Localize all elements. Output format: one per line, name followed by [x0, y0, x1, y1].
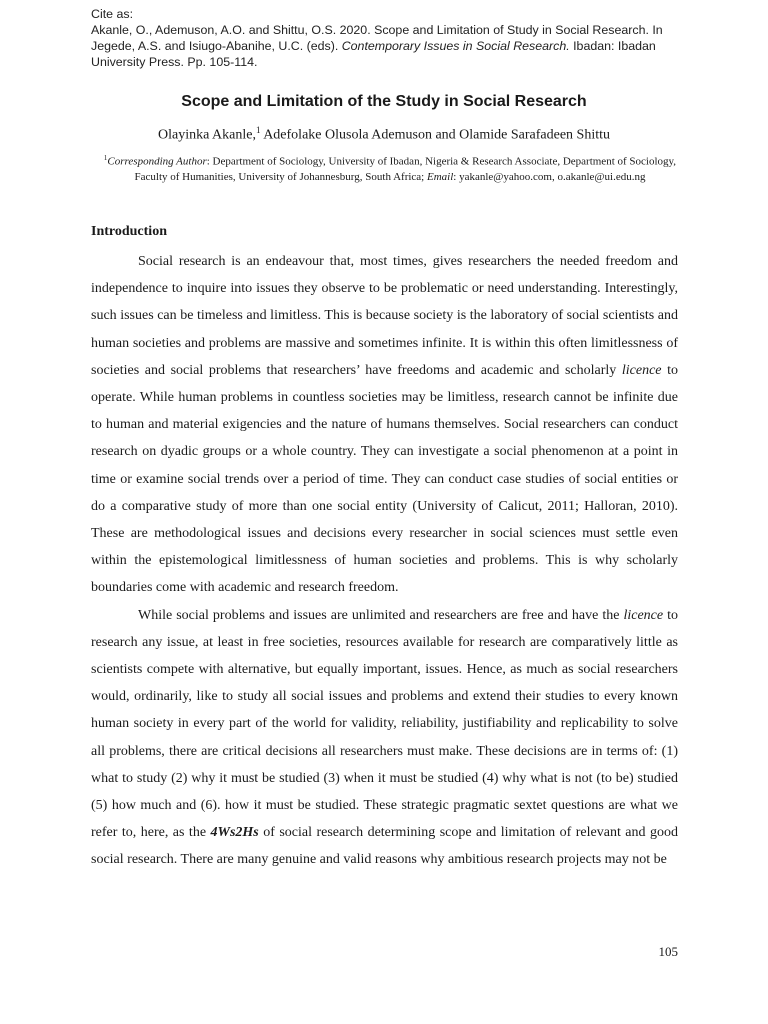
email-label: Email: [426, 170, 454, 183]
paragraph-2-emphasis: licence: [623, 607, 664, 623]
paragraph-1-emphasis: licence: [621, 362, 662, 378]
email-addresses: : yakanle@yahoo.com, o.akanle@ui.edu.ng: [453, 170, 646, 183]
paragraph-2-part-c: of social research determining scope and limitation of relevant and good social research. There are many genuine and valid reasons why ambitious research projects may not be: [91, 825, 678, 868]
paragraph-2-part-a: While social problems and issues are unlimited and researchers are free and have the: [138, 607, 624, 623]
paragraph-2-part-b: to research any issue, at least in free societies, resources available for research are comparatively little as scientists compete with alternative, but equally important, issues. Hence, as much as social researchers would, ordinarily, like to study all social issues and problems and extend their studies to every known human society in every part of the world for validity, reliability, justifiability and replicability to solve all problems, there are critical decisions all researchers must make. These decisions are in terms of: (1) what to study (2) why it must be studied (3) when it must be studied (4) why what is not (to be) studied (5) how much and (6). how it must be studied. These strategic pragmatic sextet questions are what we refer to, here, as the: [91, 607, 679, 841]
paragraph-1: [91, 248, 678, 602]
author-rest: Adefolake Olusola Ademuson and Olamide Sarafadeen Shittu: [260, 127, 610, 143]
paragraph-1-part-b: to operate. While human problems in countless societies may be limitless, research cannot be infinite due to human and material exigencies and the nature of humans themselves. Social researchers can conduct research on dyadic groups or a whole country. They can investigate a social phenomenon at a point in time or examine social trends over a period of time. They can conduct case studies of social entities or do a comparative study of more than one social entity (University of Calicut, 2011; Halloran, 2010). These are methodological issues and decisions every researcher in social sciences must settle even within the epistemological limitlessness of human societies and problems. This is why scholarly boundaries come with academic and research freedom.: [91, 362, 679, 596]
author-first: Olayinka Akanle,: [157, 127, 256, 143]
page-number: 105: [658, 944, 678, 959]
section-heading-introduction: Introduction: [91, 224, 167, 239]
citation-part1: Akanle, O., Ademuson, A.O. and Shittu, O.S. 2020. Scope and Limitation of Study in Social Research. In Jegede, A.S. and Isiugo-Abanihe, U.C. (eds).: [91, 23, 663, 53]
citation-label: Cite as:: [91, 7, 134, 21]
author-footnote-mark: 1: [255, 125, 261, 135]
paragraph-2-strong-term: 4Ws2Hs: [210, 825, 259, 841]
affiliation-text: : Department of Sociology, University of Ibadan, Nigeria & Research Associate, Department of Sociology, Faculty of Humanities, University of Johannesburg, South Africa;: [134, 155, 677, 183]
corresponding-author-label: Corresponding Author: [107, 155, 207, 168]
body-text: [91, 248, 678, 874]
paragraph-1-part-a: Social research is an endeavour that, most times, gives researchers the needed freedom and independence to inquire into issues they observe to be problematic or need understanding. Interestingly, such issues can be timeless and limitless. This is because society is the laboratory of social scientists and human societies and problems are massive and sometimes infinite. It is within this often limitlessness of societies and social problems that researchers’ have freedoms and academic and scholarly: [91, 254, 678, 378]
citation-text: [91, 22, 691, 70]
citation-book-title: Contemporary Issues in Social Research.: [341, 39, 570, 53]
author-list: [0, 125, 768, 144]
affiliation-mark: 1: [103, 154, 108, 162]
affiliation-note: [100, 151, 680, 185]
paragraph-2: [91, 602, 678, 874]
citation-block: [91, 6, 691, 70]
citation-part2: Ibadan: Ibadan University Press. Pp. 105-114.: [91, 39, 656, 69]
paper-title: Scope and Limitation of the Study in Social Research: [181, 93, 587, 110]
